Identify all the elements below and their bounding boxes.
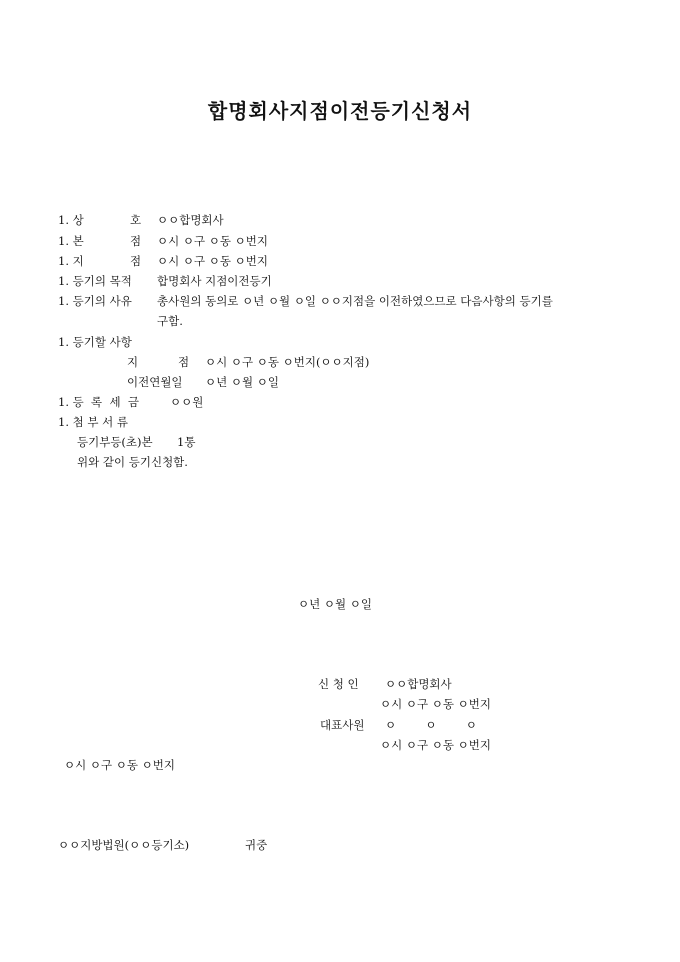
attachments-count: 1통 — [177, 435, 196, 449]
matters-branch-value: ㅇ시 ㅇ구 ㅇ동 ㅇ번지(ㅇㅇ지점) — [205, 355, 370, 369]
purpose-label: 1. 등기의 목적 — [58, 274, 132, 288]
tax-label: 1. 등 록 세 금 — [58, 395, 139, 409]
purpose-value: 합명회사 지점이전등기 — [157, 274, 272, 288]
attachments-item: 등기부등(초)본 — [77, 435, 153, 449]
head-office-label-b: 점 — [130, 234, 142, 248]
branch-label-a: 1. 지 — [58, 254, 84, 268]
matters-branch-label-b: 점 — [178, 355, 190, 369]
applicant-name: ㅇㅇ합명회사 — [385, 677, 452, 691]
application-date: ㅇ년 ㅇ월 ㅇ일 — [298, 597, 372, 611]
applicant-address: ㅇ시 ㅇ구 ㅇ동 ㅇ번지 — [380, 697, 491, 711]
reason-value-line2: 구함. — [157, 314, 183, 328]
representative-label: 대표사원 — [320, 718, 365, 732]
representative-name: ㅇ ㅇ ㅇ — [385, 718, 477, 732]
head-office-value: ㅇ시 ㅇ구 ㅇ동 ㅇ번지 — [157, 234, 268, 248]
reason-label: 1. 등기의 사유 — [58, 294, 132, 308]
matters-branch-label-a: 지 — [127, 355, 139, 369]
applicant-label: 신 청 인 — [318, 677, 359, 691]
trade-name-label-a: 1. 상 — [58, 213, 84, 227]
tax-value: ㅇㅇ원 — [170, 395, 204, 409]
trade-name-value: ㅇㅇ합명회사 — [157, 213, 224, 227]
reason-value-line1: 총사원의 동의로 ㅇ년 ㅇ월 ㅇ일 ㅇㅇ지점을 이전하였으므로 다음사항의 등기를 — [157, 294, 553, 308]
attachments-label: 1. 첨 부 서 류 — [58, 415, 129, 429]
document-title: 합명회사지점이전등기신청서 — [207, 99, 473, 123]
recipient-honorific: 귀중 — [245, 838, 268, 852]
closing-statement: 위와 같이 등기신청함. — [77, 455, 188, 469]
representative-address: ㅇ시 ㅇ구 ㅇ동 ㅇ번지 — [380, 738, 491, 752]
branch-value: ㅇ시 ㅇ구 ㅇ동 ㅇ번지 — [157, 254, 268, 268]
trade-name-label-b: 호 — [130, 213, 142, 227]
branch-label-b: 점 — [130, 254, 142, 268]
head-office-label-a: 1. 본 — [58, 234, 84, 248]
matters-date-label: 이전연월일 — [127, 375, 183, 389]
matters-label: 1. 등기할 사항 — [58, 335, 132, 349]
matters-date-value: ㅇ년 ㅇ월 ㅇ일 — [205, 375, 279, 389]
recipient-court: ㅇㅇ지방법원(ㅇㅇ등기소) — [58, 838, 190, 852]
representative-address-2: ㅇ시 ㅇ구 ㅇ동 ㅇ번지 — [64, 758, 175, 772]
